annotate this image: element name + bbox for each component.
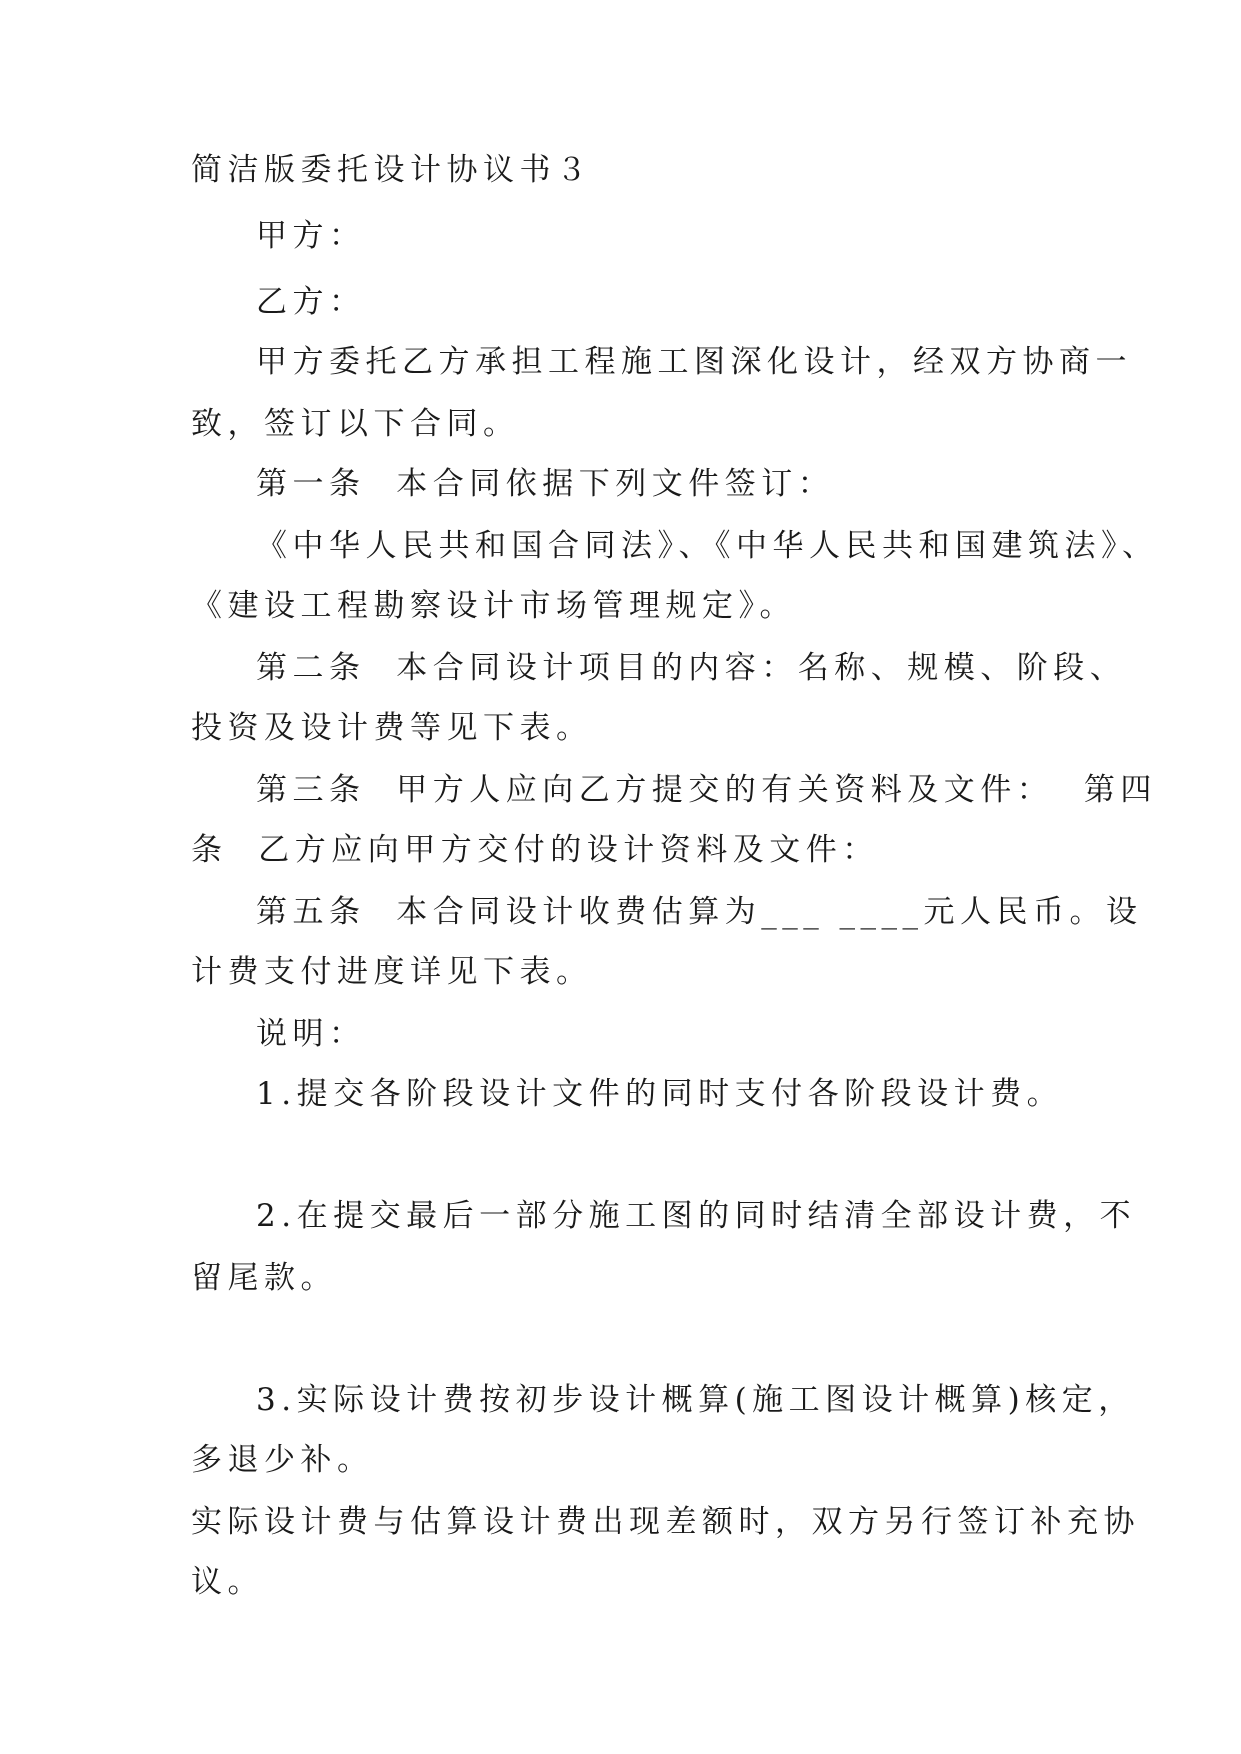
paragraph-line: 计费支付进度详见下表。 — [191, 954, 593, 990]
paragraph-line: 实际设计费与估算设计费出现差额时，双方另行签订补充协 — [191, 1504, 1140, 1540]
notes-heading: 说明： — [256, 1016, 366, 1052]
document-title: 简洁版委托设计协议书３ — [191, 152, 593, 188]
paragraph-line: 致，签订以下合同。 — [191, 406, 520, 442]
paragraph-line: 甲方委托乙方承担工程施工图深化设计，经双方协商一 — [256, 344, 1132, 380]
paragraph-line: 条 乙方应向甲方交付的设计资料及文件： — [191, 832, 879, 868]
paragraph-line: 投资及设计费等见下表。 — [191, 710, 593, 746]
note-2: 2.在提交最后一部分施工图的同时结清全部设计费，不 — [256, 1198, 1137, 1234]
paragraph-line: 留尾款。 — [191, 1260, 337, 1296]
note-3: 3.实际设计费按初步设计概算(施工图设计概算)核定， — [256, 1382, 1135, 1418]
article-3-line: 第三条 甲方人应向乙方提交的有关资料及文件： 第四 — [256, 772, 1157, 808]
article-2-line: 第二条 本合同设计项目的内容：名称、规模、阶段、 — [256, 650, 1127, 686]
party-a-line: 甲方： — [256, 218, 366, 254]
party-b-line: 乙方： — [256, 284, 366, 320]
note-1: 1.提交各阶段设计文件的同时支付各阶段设计费。 — [256, 1076, 1064, 1112]
article-5-line: 第五条 本合同设计收费估算为___ ____元人民币。设 — [256, 894, 1143, 930]
article-1-line: 第一条 本合同依据下列文件签订： — [256, 466, 835, 502]
paragraph-line: 《建设工程勘察设计市场管理规定》。 — [191, 588, 796, 624]
paragraph-line: 《中华人民共和国合同法》、《中华人民共和国建筑法》、 — [256, 528, 1159, 564]
paragraph-line: 多退少补。 — [191, 1442, 374, 1478]
paragraph-line: 议。 — [191, 1564, 264, 1600]
